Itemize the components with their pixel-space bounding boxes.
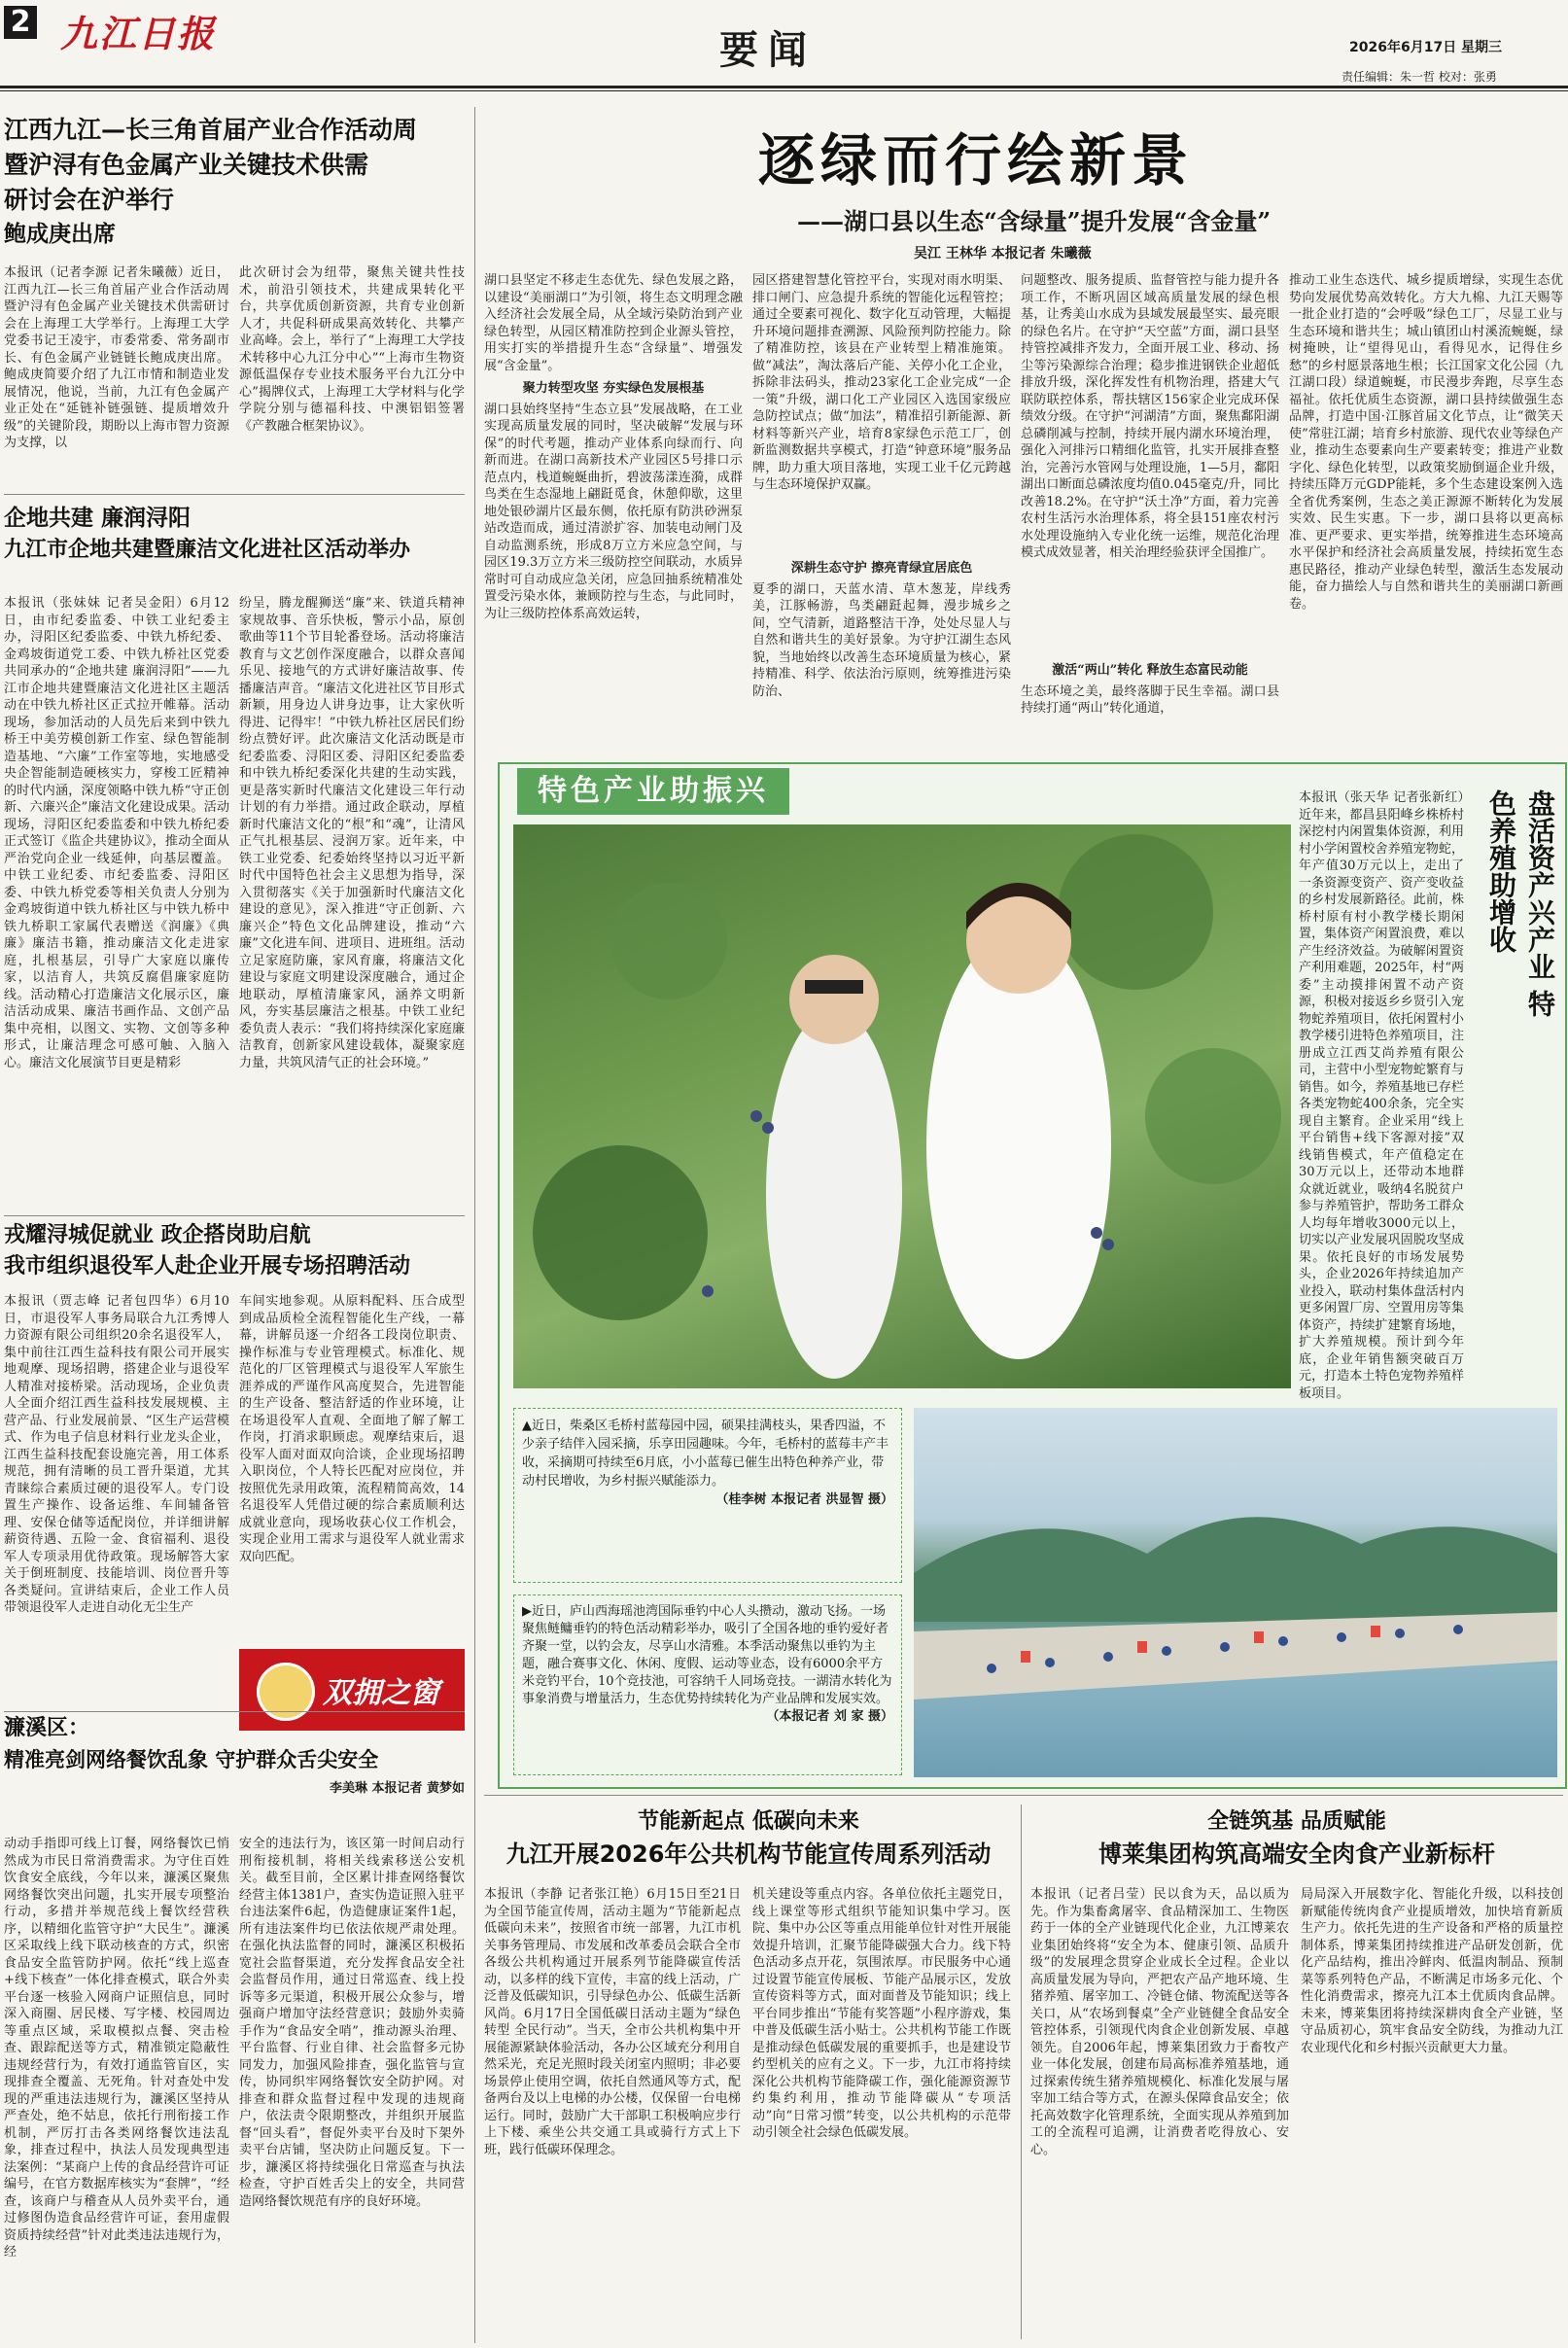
article-1-col-2: 此次研讨会为纽带，聚焦关键共性技术，前沿引领技术，共建成果转化平台，共享优质创新资源，共育专业创新人才，共促科研成果高效转化、共攀产业高峰。会上，举行了“上海理工大学技术转移中心九江分中心”“上海市生物资源低温保存专业技术服务平台九江分中心”揭牌仪式，上海理工大学材料与化学学院分别与德福科技、中澳铝铝签署《产教融合框架协议》。 (239, 265, 465, 434)
paper-logo: 九江日报 (60, 12, 217, 55)
photo-blueberry-picking (513, 824, 1291, 1388)
article-2-headline: 企地共建 廉润浔阳 九江市企地共建暨廉洁文化进社区活动举办 (4, 506, 411, 562)
article-8-col-1: 本报讯（记者吕莹）民以食为天，品以质为先。作为集畜禽屠宰、食品精深加工、生物医药于一体的全产业链现代化企业，九江博莱农业集团始终将“安全为本、健康引领、品质升级”的发展理念贯穿企业成长全过程。企业以高质量发展为导向，严把农产品产地环境、生猪养殖、屠宰加工、冷链仓储、物流配送等各关口，从“农场到餐桌”全产业链健全食品安全管控体系，引领现代肉食企业创新发展、卓越领先。自2006年起，博莱集团致力于畜牧产业一体化发展，创建布局高标准养殖基地，通过探索传统生猪养殖规模化、标准化发展与屠宰加工结合等方式，在源头保障食品安全；依托高效数字化管理系统，全面实现从养殖到加工的全流程可追溯，让消费者吃得放心、安心。 (1030, 1887, 1289, 2157)
column-divider (474, 107, 475, 2343)
divider (4, 1711, 465, 1712)
editor-credits: 责任编辑：朱一哲 校对：张勇 (1342, 70, 1497, 84)
caption-box-1 (513, 1408, 902, 1583)
article-3-headline: 戎耀浔城促就业 政企搭岗助启航 我市组织退役军人赴企业开展专场招聘活动 (4, 1223, 411, 1279)
caption-1-text: ▲近日，柴桑区毛桥村蓝莓园中园，硕果挂满枝头，果香四溢，不少亲子结伴入园采摘，乐享田园趣味。今年，毛桥村的蓝莓丰产丰收，采摘期可持续至6月底，小小蓝莓已催生出特色种养产业，带动村民增收，为乡村振兴赋能添力。 (522, 1419, 889, 1489)
article-4-headline: 濂溪区： 精准亮剑网络餐饮乱象 守护群众舌尖安全 李美琳 本报记者 黄梦如 (4, 1716, 465, 1796)
article-2-col-2: 纷呈，腾龙醒狮送“廉”来、铁道兵精神家规故事、音乐快板，警示小品，原创歌曲等11个节目轮番登场。活动将廉洁教育与文艺创作深度融合，以群众喜闻乐见、接地气的方式讲好廉洁故事、传播廉洁声音。“廉洁文化进社区节目形式新颖，用身边人讲身边事，让大家伙听得进、记得牢！”中铁九桥社区居民们纷纷点赞好评。此次廉洁文化活动既是市纪委监委、浔阳区委、浔阳区纪委监委和中铁九桥纪委深化共建的生动实践，更是落实新时代廉洁文化建设三年行动计划的有力举措。通过政企联动，厚植新时代廉洁文化的“根”和“魂”，让清风正气扎根基层、浸润万家。近年来，中铁工业党委、纪委始终坚持以习近平新时代中国特色社会主义思想为指导，深入贯彻落实《关于加强新时代廉洁文化建设的意见》，深入推进“守正创新、六廉兴企”特色文化品牌建设，推动“六廉”文化进车间、进项目、进班组。活动立足家庭防廉，家风育廉，将廉洁文化建设与家庭文明建设深度融合，通过企地联动，厚植清廉家风，涵养文明新风，夯实基层廉洁之根基。中铁工业纪委负责人表示：“我们将持续深化家庭廉洁教育，创新家风建设载体，凝聚家庭力量，共筑风清气正的社会环境。” (239, 596, 465, 1070)
caption-1-credit: （桂李树 本报记者 洪显智 摄） (715, 1492, 893, 1507)
article-5-col-2: 园区搭建智慧化管控平台，实现对雨水明渠、排口闸门、应急提升系统的智能化远程管控；通过全要素可视化、数字化互动管理，大幅提升环境问题排查溯源、风险预判防控能力。除了精准防控，该县在产业转型上精准施策。做“减法”，淘汰落后产能、关停小化工企业，拆除非法码头，推动23家化工企业完成“一企一策”升级，湖口化工产业园区入选国家级应急防控试点；做“加法”，精准招引新能源、新材料等新兴产业，培育8家绿色示范工厂，创新监测数据共享模式，打造“钟意环境”服务品牌，助力重大项目落地，实现工业千亿元跨越与生态环境保护双赢。 深耕生态守护 擦亮青绿宜居底色 夏季的湖口，天蓝水清、草木葱茏，岸线秀美，江豚畅游，鸟类翩跹起舞，漫步城乡之间，空气清新，道路整洁干净，处处尽显人与自然和谐共生的美好景象。为守护江湖生态风貌，当地始终以改善生态环境质量为核心，紧持精准、科学、依法治污原则，统筹推进污染防治、 (752, 273, 1011, 699)
article-5-subheadline: ——湖口县以生态“含绿量”提升发展“含金量” (797, 207, 1272, 235)
article-7-col-1: 本报讯（李静 记者张江艳）6月15日至21日为全国节能宣传周，活动主题为“节能新起点 低碳向未来”，按照省市统一部署，九江市机关事务管理局、市发展和改革委员会联合全市各级公共机构通过开展系列节能降碳宣传活动，以多样的线下宣传，丰富的线上活动，广泛普及低碳知识，引导绿色办公、低碳生活新风尚。6月17日全国低碳日活动主题为“绿色转型 全民行动”。当天，全市公共机构集中开展能源紧缺体验活动，各办公区域充分利用自然采光，充足光照时段关闭室内照明；非必要场景停止使用空调，依托自然通风等方式，配备两台及以上电梯的办公楼，仅保留一台电梯运行。同时，鼓励广大干部职工积极响应步行上下楼、乘坐公共交通工具或骑行方式上下班，践行低碳环保理念。 (484, 1887, 741, 2157)
article-3-col-2: 车间实地参观。从原料配料、压合成型到成品质检全流程智能化生产线，一幕幕，讲解员逐一介绍各工段岗位职责、操作标准与专业管理模式。标准化、规范化的厂区管理模式与退役军人军旅生涯养成的严谨作风高度契合，先进智能的生产设备、整洁舒适的作业环境，让在场退役军人直观、全面地了解了解工作岗，打消求职顾虑。观摩结束后，退役军人面对面双向洽谈，企业现场招聘入职岗位，个人特长匹配对应岗位，并按照优先录用政策，流程精简高效，14名退役军人凭借过硬的综合素质顺利达成就业意向，现场收获心仪工作机会，实现企业用工需求与退役军人就业需求双向匹配。 (239, 1294, 465, 1564)
article-1-col-1: 本报讯（记者李源 记者朱曦薇）近日，江西九江—长三角首届产业合作活动周暨沪浔有色金属产业关键技术供需研讨会在上海理工大学举行。上海理工大学党委书记王凌宇，市委常委、常务副市长、有色金属产业链链长鲍成庚出席。鲍成庚简要介绍了九江市情和制造业发展情况，他说，当前，九江有色金属产业正处在“延链补链强链、提质增效升级”的关键阶段，期盼以上海市智力资源为支撑，以 (4, 265, 229, 450)
masthead-rule-thin (0, 90, 1568, 91)
article-8-col-2: 局局深入开展数字化、智能化升级，以科技创新赋能传统肉食产业提质增效，加快培育新质生产力。依托先进的生产设备和严格的质量控制体系，博莱集团持续推进产品研发创新，优化产品结构，推出冷鲜肉、低温肉制品、预制菜等系列特色产品，不断满足市场多元化、个性化消费需求，擦亮九江本土优质肉食品牌。未来，博莱集团将持续深耕肉食全产业链，坚守品质初心，筑牢食品安全防线，为推动九江农业现代化和乡村振兴贡献更大力量。 (1301, 1887, 1563, 2055)
article-7-col-2: 机关建设等重点内容。各单位依托主题党日，线上课堂等形式组织节能知识集中学习。医院、集中办公区等重点用能单位针对性开展能效提升培训，汇聚节能降碳强大合力。线下特色活动多点开花，氛围浓厚。市民服务中心通过设置节能宣传展板、节能产品展示区，发放宣传资料等方式，面对面普及节能知识；线上平台同步推出“节能有奖答题”小程序游戏，集中普及低碳生活小贴士。公共机构节能工作既是推动绿色低碳发展的重要抓手，也是建设节约型机关的应有之义。下一步，九江市将持续深化公共机构节能降碳工作，强化能源资源节约集约利用，推动节能降碳从“专项活动”向“日常习惯”转变，以公共机构的示范带动引领全社会绿色低碳发展。 (752, 1887, 1011, 2140)
caption-2-credit: （本报记者 刘 家 摄） (766, 1709, 893, 1724)
article-3-col-1: 本报讯（贾志峰 记者包四华）6月10日，市退役军人事务局联合九江秀博人力资源有限公司组织20余名退役军人，集中前往江西生益科技有限公司开展实地观摩、现场招聘，搭建企业与退役军人精准对接桥梁。活动现场，企业负责人全面介绍江西生益科技发展规模、主营产品、行业发展前景、“区生产运营模式、作为电子信息材料行业龙头企业，江西生益科技配套设施完善，用工体系规范，拥有清晰的员工晋升渠道，尤其青睐综合素质过硬的退役军人。专门设置生产操作、设备运维、车间辅备管理、安保仓储等适配岗位，并详细讲解薪资待遇、五险一金、食宿福利、退役军人专项录用优待政策。现场解答大家关于倒班制度、技能培训、岗位晋升等各类疑问。宣讲结束后，企业工作人员带领退役军人走进自动化无尘生产 (4, 1294, 229, 1615)
article-2-col-1: 本报讯（张妹妹 记者吴金阳）6月12日，由市纪委监委、中铁工业纪委主办，浔阳区纪委监委、中铁九桥纪委、金鸡坡街道党工委、中铁九桥社区党委共同承办的“企地共建 廉润浔阳”——九江市企地共建暨廉洁文化进社区主题活动在中铁九桥社区正式拉开帷幕。活动现场，参加活动的人员先后来到中铁九桥王中美劳模创新工作室、绿色智能制造基地、“六廉”工作室等地，实地感受央企智能制造硬核实力，穿梭工匠精神的时代内涵，深度领略中铁九桥“守正创新、六廉兴企”廉洁文化建设成果。活动现场，浔阳区纪委监委和中铁九桥纪委正式签订《监企共建协议》，推动全面从严治党向企业一线延伸，向基层覆盖。中铁工业纪委、市纪委监委、浔阳区委、中铁九桥党委等相关负责人分别为金鸡坡街道中铁九桥社区与中铁九桥中铁九桥职工家属代表赠送《润廉》《典廉》廉洁书籍，推动廉洁文化走进家庭，扎根基层，引导广大家庭以廉传家，以洁育人，共筑反腐倡廉家庭防线。活动精心打造廉洁文化展示区，廉洁活动成果、廉洁书画作品、文创产品集中亮相，以图文、实物、文创等多种形式，让廉洁理念可感可触、入脑入心。廉洁文化展演节目更是精彩 (4, 596, 229, 1070)
article-1-headline: 江西九江—长三角首届产业合作活动周 暨沪浔有色金属产业关键技术供需 研讨会在沪举行 鲍成庚出席 (4, 116, 418, 247)
caption-2-text: ▶近日，庐山西海瑶池湾国际垂钓中心人头攒动，激动飞扬。一场聚焦鲢鳙垂钓的特色活动精彩举办，吸引了全国各地的垂钓爱好者齐聚一堂，以钓会友，尽享山水清雅。本季活动聚焦以垂钓为主题，融合赛事文化、休闲、度假、运动等业态，设有6000余平方米竞钓平台，10个竞技池，可容纳千人同场竞技。一湖清水转化为事象消费与增量活力，生态优势持续转化为产业品牌和发展实效。 (522, 1604, 892, 1706)
photo-lakeside-fishing (914, 1408, 1557, 1777)
lake-illustration (914, 1408, 1557, 1777)
article-6-headline-vertical: 盘活资产兴产业 特色养殖助增收 (1472, 789, 1559, 1042)
caption-box-2 (513, 1595, 902, 1775)
article-4-col-1: 动动手指即可线上订餐，网络餐饮已悄然成为市民日常消费需求。为守住百姓饮食安全底线，今年以来，濂溪区聚焦网络餐饮突出问题，扎实开展专项整治行动，多措并举规范线上餐饮经营秩序，以精细化监管守护“大民生”。濂溪区采取线上线下联动核查的方式，织密食品安全监管防护网。依托“线上巡查+线下核查”一体化排查模式，联合外卖平台逐一核验入网商户证照信息，同时深入商圈、居民楼、写字楼、校园周边等重点区域，采取模拟点餐、突击检查、跟踪配送等方式，精准锁定隐蔽性违规经营行为，有效打通监管盲区，实现排查全覆盖、无死角。针对查处中发现的严重违法违规行为，濂溪区坚持从严查处，绝不姑息，依托行刑衔接工作机制，严厉打击各类网络餐饮违法乱象，排查过程中，执法人员发现典型违法案例：“某商户上传的食品经营许可证编号，在官方数据库核实为“套牌”，“经查，该商户与稽查从人员外卖平台，通过修图伪造食品经营许可证，套用虚假资质持续经营”针对此类违法违规行为，经 (4, 1837, 229, 2260)
article-5-col-3: 问题整改、服务提质、监督管控与能力提升各项工作，不断巩固区域高质量发展的绿色根基，让秀美山水成为县域发展最坚实、最亮眼的绿色名片。在守护“天空蓝”方面，湖口县坚持管控减排齐发力，全面开展工业、移动、扬尘等污染源综合治理；稳步推进钢铁企业超低排放升级，深化挥发性有机物治理，搭建大气联防联控体系，帮扶辖区156家企业完成环保绩效分级。在守护“河湖清”方面，聚焦鄱阳湖总磷削减与控制，持续开展内湖水环境治理，强化入河排污口精细化监管，扎实开展排查整治，完善污水管网与处理设施，1—5月，鄱阳湖出口断面总磷浓度均值0.045毫克/升，同比改善18.2%。在守护“沃土净”方面，着力完善农村生活污水治理体系，将全县151座农村污水处理设施纳入专业化统一运维，规范化治理模式成效显著，相关治理经验获评全国推广。 激活“两山”转化 释放生态富民动能 生态环境之美，最终落脚于民生幸福。湖口县持续打通“两山”转化通道， (1021, 273, 1279, 716)
section-title: 要闻 (719, 27, 817, 73)
photo-illustration (513, 824, 1291, 1388)
article-8-headline: 全链筑基 品质赋能 博莱集团构筑高端安全肉食产业新标杆 (1098, 1809, 1495, 1868)
page-number-box: 2 (4, 6, 37, 39)
feature-banner: 特色产业助振兴 (517, 768, 789, 815)
article-5-col-1: 湖口县坚定不移走生态优先、绿色发展之路，以建设“美丽湖口”为引领，将生态文明理念融入经济社会发展全局，从全域污染防治到产业绿色转型，从园区精准防控到企业源头管控，用实打实的举措提升生态“含绿量”、增强发展“含金量”。 聚力转型攻坚 夯实绿色发展根基 湖口县始终坚持“生态立县”发展战略，在工业实现高质量发展的同时，坚决破解“发展与环保”的时代考题，推动产业体系向绿而行、向新而进。在湖口高新技术产业园区5号排口示范点内，栈道蜿蜒曲折，碧波荡漾连漪，成群鸟类在生态湿地上翩跹觅食，休憩仰歇，这里地处银砂湖片区最东侧，依托原有防洪砂洲泵站改造而成，通过清淤扩容、加装电动闸门及自动监测系统，形成8万立方米应急空间，与园区19.3万立方米三级防控空间联动，水质异常时可自动成应急关闭，应急回抽系统精准处置受污染水体，兼顾防控与生态，与此同时，为让三级防控体系高效运转， (484, 273, 743, 621)
masthead-rule (0, 86, 1568, 88)
article-7-headline: 节能新起点 低碳向未来 九江开展2026年公共机构节能宣传周系列活动 (505, 1809, 992, 1868)
divider (484, 1795, 1563, 1796)
divider (4, 1215, 465, 1216)
issue-date: 2026年6月17日 星期三 (1349, 40, 1503, 55)
article-6-col: 本报讯（张天华 记者张新红）近年来，都昌县阳峰乡株桥村深挖村内闲置集体资源，利用村小学闲置校舍养殖宠物蛇，年产值30万元以上，走出了一条资源变资产、资产变收益的乡村发展新路径。此前，株桥村原有村小教学楼长期闲置，集体资产闲置浪费，难以产生经济效益。为破解闲置资产利用难题，2025年，村“两委”主动摸排闲置不动产资源，积极对接返乡乡贤引入宠物蛇养殖项目，依托闲置村小教学楼引进特色养殖项目，注册成立江西艾尚养殖有限公司，主营中小型宠物蛇繁育与销售。如今，养殖基地已存栏各类宠物蛇400余条，完全实现自主繁育。企业采用“线上平台销售+线下客源对接”双线销售模式，年产值稳定在30万元以上，还带动本地群众就近就业，吸纳4名脱贫户参与养殖管护，帮助务工群众人均每年增收3000元以上，切实以产业发展巩固脱攻坚成果。依托良好的市场发展势头，企业2026年持续追加产业投入，联动村集体盘活村内更多闲置厂房、空置用房等集体资产，持续扩建繁育场地，扩大养殖规模。预计到今年底，企业年销售额突破百万元，打造本土特色宠物养殖样板项目。 (1299, 790, 1464, 1401)
article-5-headline: 逐绿而行绘新景 (758, 127, 1195, 193)
ad-label: 双拥之窗 (323, 1676, 439, 1710)
article-4-col-2: 安全的违法行为，该区第一时间启动行刑衔接机制，将相关线索移送公安机关。截至目前，全区累计排查网络餐饮经营主体1381户，查实伪造证照入驻平台违法案件6起，伪造健康证案件1起，所有违法案件均已依法依规严肃处理。在强化执法监督的同时，濂溪区积极拓宽社会监督渠道，充分发挥食品安全社会监督员作用，通过日常巡查、线上投诉等多元渠道，积极开展公众参与，增强商户增加守法经营意识；鼓励外卖骑手作为“食品安全哨”，推动源头治理、平台监督、行业自律、社会监督多元协同发力，加强风险排查，强化监管与宣传，协同织牢网络餐饮安全防护网。对排查和群众监督过程中发现的违规商户，依法责令限期整改，并组织开展监督“回头看”，督促外卖平台及时下架外卖平台店铺，坚决防止问题反复。下一步，濂溪区将持续强化日常巡查与执法检查，守护百姓舌尖上的安全，共同营造网络餐饮规范有序的良好环境。 (239, 1837, 465, 2209)
column-divider (1021, 1805, 1022, 2339)
article-5-byline: 吴江 王林华 本报记者 朱曦薇 (914, 246, 1092, 262)
divider (4, 494, 465, 495)
emblem-icon (257, 1663, 315, 1721)
article-5-col-4: 推动工业生态迭代、城乡提质增绿，实现生态优势向发展优势高效转化。方大九棉、九江天赐等一批企业打造的“会呼吸”绿色工厂，尽显工业与生态环境和谐共生；城山镇团山村溪流蜿蜒，绿树掩映，让“望得见山，看得见水，记得住乡愁”的乡村愿景落地生根；长江国家文化公园（九江湖口段）绿道蜿蜒，市民漫步奔跑，尽享生态福祉。依托优质生态资源，湖口县持续做强生态品牌，打造中国·江豚首届文化节点，让“微笑天使”常驻江湖；培育乡村旅游、现代农业等绿色产业，推动生态要素向生产要素转变；推进产业数字化、绿色化转型，以政策奖励倒逼企业升级，持续压降万元GDP能耗，多个生态建设案例入选全省优秀案例，生态之美正源源不断转化为发展实效、民生实惠。下一步，湖口县将以更高标准、更严要求、更实举措，统筹推进生态环境高水平保护和经济社会高质量发展，持续拓宽生态惠民路径，推动产业绿色转型，激活生态发展动能，奋力描绘人与自然和谐共生的美丽湖口新画卷。 (1289, 273, 1563, 612)
